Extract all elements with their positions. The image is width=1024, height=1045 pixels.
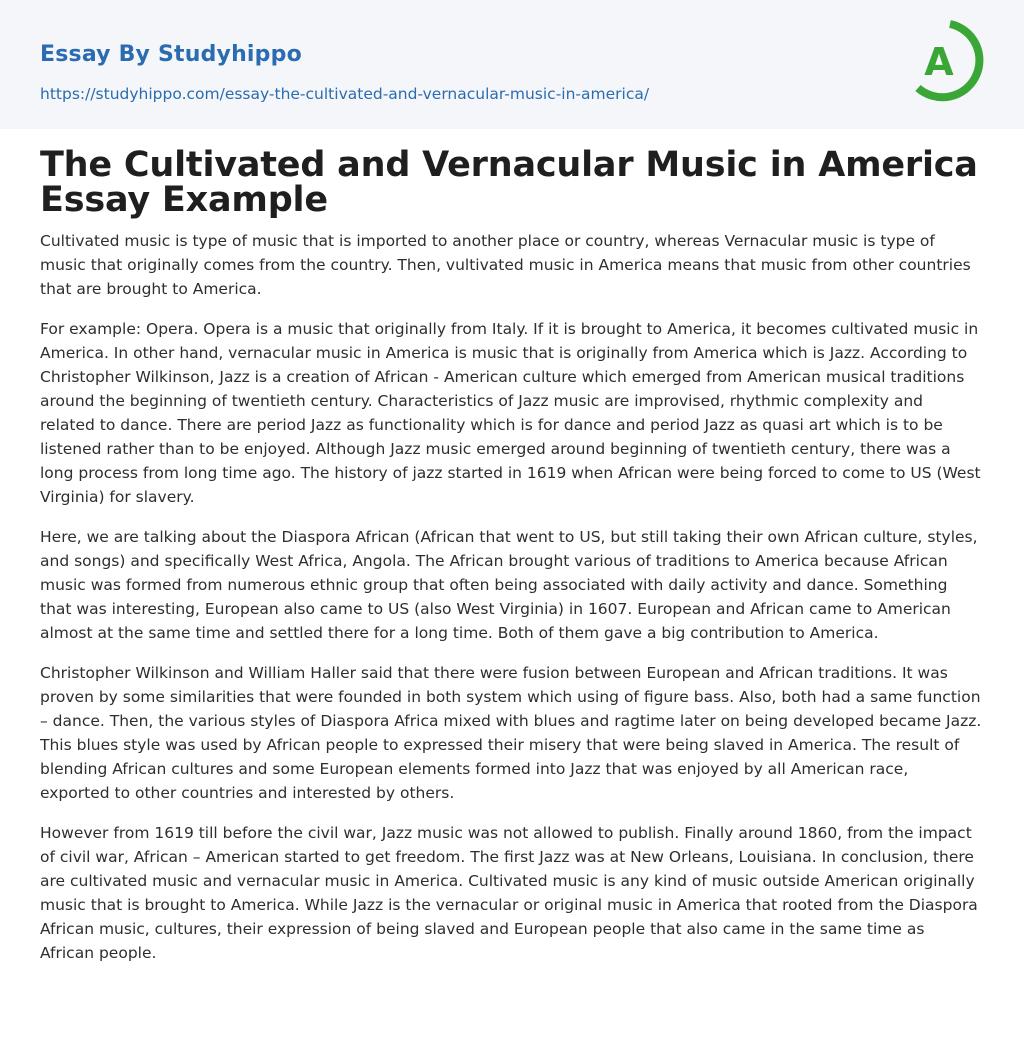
essay-paragraph: Christopher Wilkinson and William Haller said that there were fusion between European and African traditions. It was proven by some similarities that were founded in both system which using of figure bass. Also, both had a same function – dance. Then, the various styles of Diaspora Africa mixed with blues and ragtime later on being developed became Jazz. This blues style was used by African people to expressed their misery that were being slaved in America. The result of blending African cultures and some European elements formed into Jazz that was enjoyed by all American race, exported to other countries and interested by others. (40, 664, 982, 802)
essay-paragraph: However from 1619 till before the civil war, Jazz music was not allowed to publish. Finally around 1860, from the impact of civil war, African – American started to get freedom. The first Jazz was at New Orleans, Louisiana. In conclusion, there are cultivated music and vernacular music in America. Cultivated music is any kind of music outside American originally music that is brought to America. While Jazz is the vernacular or original music in America that rooted from the Diaspora African music, cultures, their expression of being slaved and European people that also came in the same time as African people. (40, 824, 978, 962)
essay-paragraph: Here, we are talking about the Diaspora African (African that went to US, but still taking their own African culture, styles, and songs) and specifically West Africa, Angola. The African brought various of traditions to America because African music was formed from numerous ethnic group that often being associated with daily activity and dance. Something that was interesting, European also came to US (also West Virginia) in 1607. European and African came to American almost at the same time and settled there for a long time. Both of them gave a big contribution to America. (40, 528, 978, 642)
page-title: The Cultivated and Vernacular Music in America Essay Example (40, 145, 978, 220)
page-url-link[interactable]: https://studyhippo.com/essay-the-cultivated-and-vernacular-music-in-america/ (40, 85, 650, 103)
logo-letter: A (924, 40, 954, 84)
studyhippo-logo-icon[interactable] (903, 18, 987, 106)
site-brand[interactable]: Essay By Studyhippo (40, 42, 302, 67)
essay-body (40, 229, 982, 981)
essay-paragraph: For example: Opera. Opera is a music that originally from Italy. If it is brought to America, it becomes cultivated music in America. In other hand, vernacular music in America is music that is originally from America which is Jazz. According to Christopher Wilkinson, Jazz is a creation of African - American culture which emerged from American musical traditions around the beginning of twentieth century. Characteristics of Jazz music are improvised, rhythmic complexity and related to dance. There are period Jazz as functionality which is for dance and period Jazz as quasi art which is to be listened rather than to be enjoyed. Although Jazz music emerged around beginning of twentieth century, there was a long process from long time ago. The history of jazz started in 1619 when African were being forced to come to US (West Virginia) for slavery. (40, 320, 981, 506)
site-header (0, 0, 1024, 129)
essay-paragraph: Cultivated music is type of music that is imported to another place or country, whereas Vernacular music is type of music that originally comes from the country. Then, vultivated music in America means that music from other countries that are brought to America. (40, 232, 971, 298)
